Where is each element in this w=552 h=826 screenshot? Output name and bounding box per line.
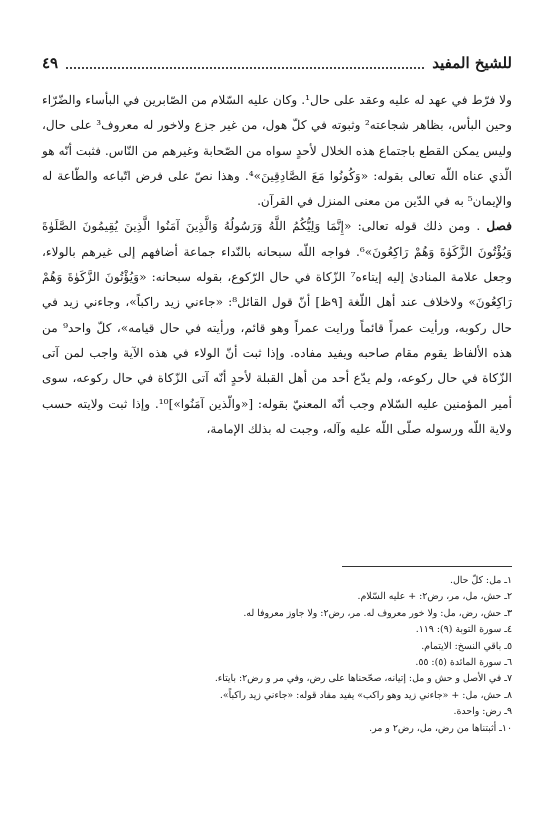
footnote-item: ١٠ـ أثبتناها من رض، مل، رض٢ و مر. [369,722,512,734]
main-text [42,88,512,442]
paragraph-1: ولا فرّط في عهد له عليه وعقد على حال¹. وكان عليه السّلام من الصّابرين في البأساء والضّرّاء وحين البأس، بظاهر شجاعته² وثبوته في كلّ هول، من غير جزع ولاخور له معروف³ على حال، وليس يمكن القطع باجتماع هذه الخلال لأحدٍ سواه من الصّحابة وغيرهم من النّاس. فثبت أنّه هو الّذي عناه اللّه تعالى بقوله: «وَكُونُوا مَعَ الصَّادِقِينَ»⁴. وهذا نصّ على فرض اتّباعه والطّاعة له والإيمان⁵ به في الدّين من معنى المنزل في القرآن. [42,93,513,209]
page-number: ٤٩ [42,54,59,72]
footnote-item: ٥ـ باقي النسخ: الايتمام. [421,640,512,652]
paragraph-2-text: ومن ذلك قوله تعالى: «إِنَّمَا وَلِيُّكُمُ اللَّهُ وَرَسُولُهُ وَالَّذِينَ آمَنُوا الَّذِينَ يُقِيمُونَ الصَّلَوٰةَ وَيُؤْتُونَ الزَّكَوٰةَ وَهُمْ رَاكِعُونَ»⁶. فواجه اللّه سبحانه بالنّداء جماعة أضافهم إلى غيرهم بالولاء، وجعل علامة المنادىٰ إليه إيتاءه⁷ الزّكاة في حال الرّكوع، بقوله سبحانه: «وَيُؤْتُونَ الزَّكَوٰةَ وَهُمْ رَاكِعُونَ» ولاخلاف عند أهل اللّغة [٩ظ] أنّ قول القائل⁸: «جاءني زيد راكباً»، وجاءني زيد في حال ركوبه، ورأيت عمراً قائماً ورايت عمراً وهو قائم، ورأيته في حال قيامه»، كلّ واحد⁹ من هذه الألفاظ يقوم مقام صاحبه ويفيد مفاده. وإذا ثبت أنّ الولاء في هذه الآية واجب لمن آتى الزّكاة في حال ركوعه، ولم يدّع أحد من أهل القبلة لأحدٍ أنّه آتى الزّكاة في حال ركوعه، سوى أمير المؤمنين عليه السّلام وجب أنّه المعنيّ بقوله: [«والّذين آمَنُوا»]¹⁰. وإذا ثبت ولايته حسب ولاية اللّه ورسوله صلّى اللّه عليه وآله، وجبت له بذلك الإمامة، [42,219,513,436]
paragraph-2: فصل . ومن ذلك قوله تعالى: «إِنَّمَا وَلِيُّكُمُ اللَّهُ وَرَسُولُهُ وَالَّذِينَ آمَنُوا الَّذِينَ يُقِيمُونَ الصَّلَوٰةَ وَيُؤْتُونَ الزَّكَوٰةَ وَهُمْ رَاكِعُونَ»⁶. فواجه اللّه سبحانه بالنّداء جماعة أضافهم إلى غيرهم بالولاء، وجعل علامة المنادىٰ إليه إيتاءه⁷ الزّكاة في حال الرّكوع، بقوله سبحانه: «وَيُؤْتُونَ الزَّكَوٰةَ وَهُمْ رَاكِعُونَ» ولاخلاف عند أهل اللّغة [٩ظ] أنّ قول القائل⁸: «جاءني زيد راكباً»، وجاءني زيد في حال ركوبه، ورأيت عمراً قائماً ورايت عمراً وهو قائم، ورأيته في حال قيامه»، كلّ واحد⁹ من هذه الألفاظ يقوم مقام صاحبه ويفيد مفاده. وإذا ثبت أنّ الولاء في هذه الآية واجب لمن آتى الزّكاة في حال ركوعه، ولم يدّع أحد من أهل القبلة لأحدٍ أنّه آتى الزّكاة في حال ركوعه، سوى أمير المؤمنين عليه السّلام وجب أنّه المعنيّ بقوله: [«والّذين آمَنُوا»]¹⁰. وإذا ثبت ولايته حسب ولاية اللّه ورسوله صلّى اللّه عليه وآله، وجبت له بذلك الإمامة، [42,219,513,436]
running-header [42,50,512,76]
footnote-item: ١ـ مل: كلّ حال. [449,575,512,586]
footnote-item: ٨ـ حش، مل: + «جاءني زيد وهو راكب» يفيد مفاد قوله: «جاءني زيد راكباً». [219,689,512,701]
footnote-divider [342,566,512,567]
header-dot-leader [66,57,424,69]
footnotes-list [100,573,512,737]
section-marker: فصل [486,219,513,234]
running-title: للشيخ المفيد [432,54,512,72]
footnote-item: ٩ـ رض: واحدة. [453,706,512,718]
footnote-item: ٣ـ حش، رض، مل: ولا خور معروف له. مر، رض٢: ولا جاوز معروفا له. [243,607,512,619]
footnote-item: ٧ـ في الأصل و حش و مل: إتيانه، صحّحناها على رض، وفي مر و رض٢: بايتاء. [214,673,512,685]
footnote-item: ٦ـ سورة المائدة (٥): ٥٥. [415,657,512,669]
footnote-item: ٢ـ حش، مل، مر، رض٢: + عليه السّلام. [357,591,512,603]
footnote-item: ٤ـ سورة التوبة (٩): ١١٩. [415,624,512,636]
